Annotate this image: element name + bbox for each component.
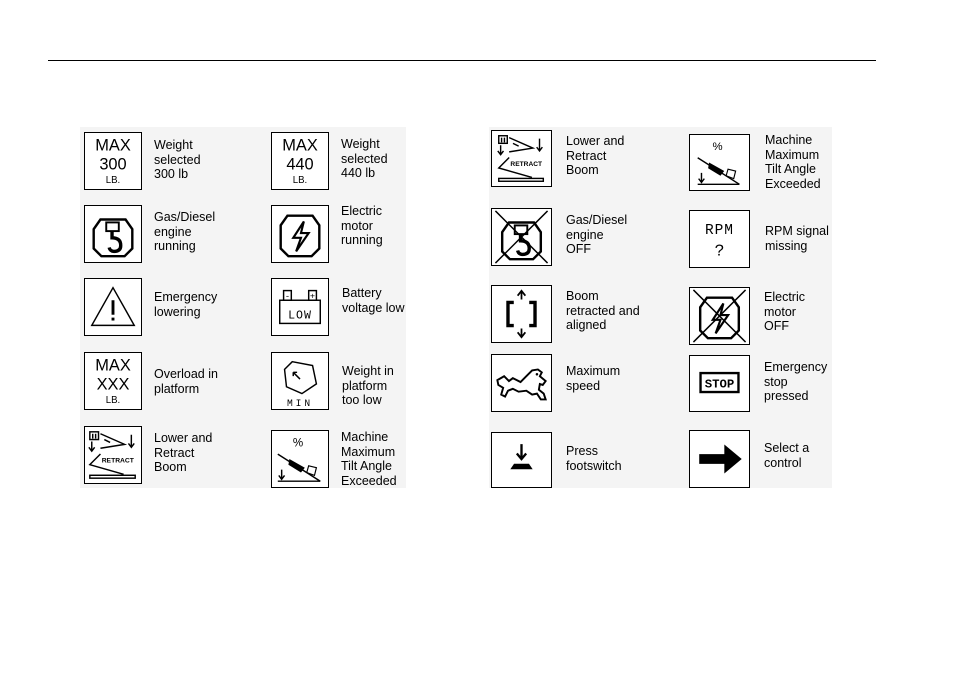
svg-text:LB.: LB.: [105, 175, 121, 187]
machine-tilt-icon: [271, 430, 329, 488]
header-rule: [48, 60, 876, 61]
svg-text:XXX: XXX: [96, 375, 130, 394]
gas-running-label: Gas/Diesel engine running: [154, 210, 216, 253]
svg-text:STOP: STOP: [704, 377, 735, 392]
max-xxx-lb-icon: [84, 352, 142, 410]
svg-text:MAX: MAX: [282, 136, 318, 155]
weight-440-label: Weight selected 440 lb: [341, 137, 388, 180]
svg-text:MAX: MAX: [95, 356, 131, 375]
tilt-label-1: Machine Maximum Tilt Angle Exceeded: [341, 430, 397, 488]
arrow-right-icon: [689, 430, 750, 488]
svg-text:RPM: RPM: [705, 223, 734, 240]
svg-text:-: -: [284, 291, 291, 302]
battery-low-icon: [271, 278, 329, 336]
lower-retract-boom-icon: [491, 130, 552, 187]
svg-text:MIN: MIN: [286, 398, 314, 409]
svg-text:440: 440: [286, 155, 314, 174]
svg-text:RETRACT: RETRACT: [510, 161, 543, 169]
stop-icon: [689, 355, 750, 412]
svg-text:+: +: [309, 291, 316, 302]
svg-text:RETRACT: RETRACT: [101, 457, 134, 465]
svg-text:300: 300: [99, 155, 127, 174]
weight-min-icon: [271, 352, 329, 410]
estop-label: Emergency stop pressed: [764, 360, 828, 403]
footswitch-icon: [491, 432, 552, 488]
gas-engine-running-icon: [84, 205, 142, 263]
weight-300-label: Weight selected 300 lb: [154, 138, 201, 181]
footswitch-label: Press footswitch: [566, 444, 622, 473]
boom-aligned-icon: [491, 285, 552, 343]
svg-text:?: ?: [714, 241, 725, 261]
max-speed-rabbit-icon: [491, 354, 552, 412]
machine-tilt-icon: [689, 134, 750, 191]
lower-retract-boom-icon: [84, 426, 142, 484]
max-300-lb-icon: [84, 132, 142, 190]
svg-text:LB.: LB.: [292, 175, 308, 187]
weight-low-label: Weight in platform too low: [342, 364, 394, 407]
max-440-lb-icon: [271, 132, 329, 190]
tilt-label-2: Machine Maximum Tilt Angle Exceeded: [765, 133, 821, 191]
battery-low-label: Battery voltage low: [342, 286, 405, 315]
electric-motor-running-icon: [271, 205, 329, 263]
warning-triangle-icon: [84, 278, 142, 336]
boom-aligned-label: Boom retracted and aligned: [566, 289, 640, 332]
gas-off-label: Gas/Diesel engine OFF: [566, 213, 628, 256]
svg-text:MAX: MAX: [95, 136, 131, 155]
overload-label: Overload in platform: [154, 367, 218, 396]
svg-text:%: %: [292, 437, 304, 450]
select-control-label: Select a control: [764, 441, 810, 470]
gas-engine-off-icon: [491, 208, 552, 266]
svg-text:LB.: LB.: [105, 395, 121, 407]
electric-off-label: Electric motor OFF: [764, 290, 805, 333]
emergency-lowering-label: Emergency lowering: [154, 290, 218, 319]
rpm-missing-label: RPM signal missing: [765, 224, 829, 253]
max-speed-label: Maximum speed: [566, 364, 621, 393]
lower-retract-label-2: Lower and Retract Boom: [566, 134, 625, 177]
rpm-missing-icon: [689, 210, 750, 268]
electric-motor-off-icon: [689, 287, 750, 345]
lower-retract-label-1: Lower and Retract Boom: [154, 431, 213, 474]
svg-text:%: %: [712, 141, 723, 154]
electric-running-label: Electric motor running: [341, 204, 383, 247]
svg-text:LOW: LOW: [288, 309, 312, 323]
